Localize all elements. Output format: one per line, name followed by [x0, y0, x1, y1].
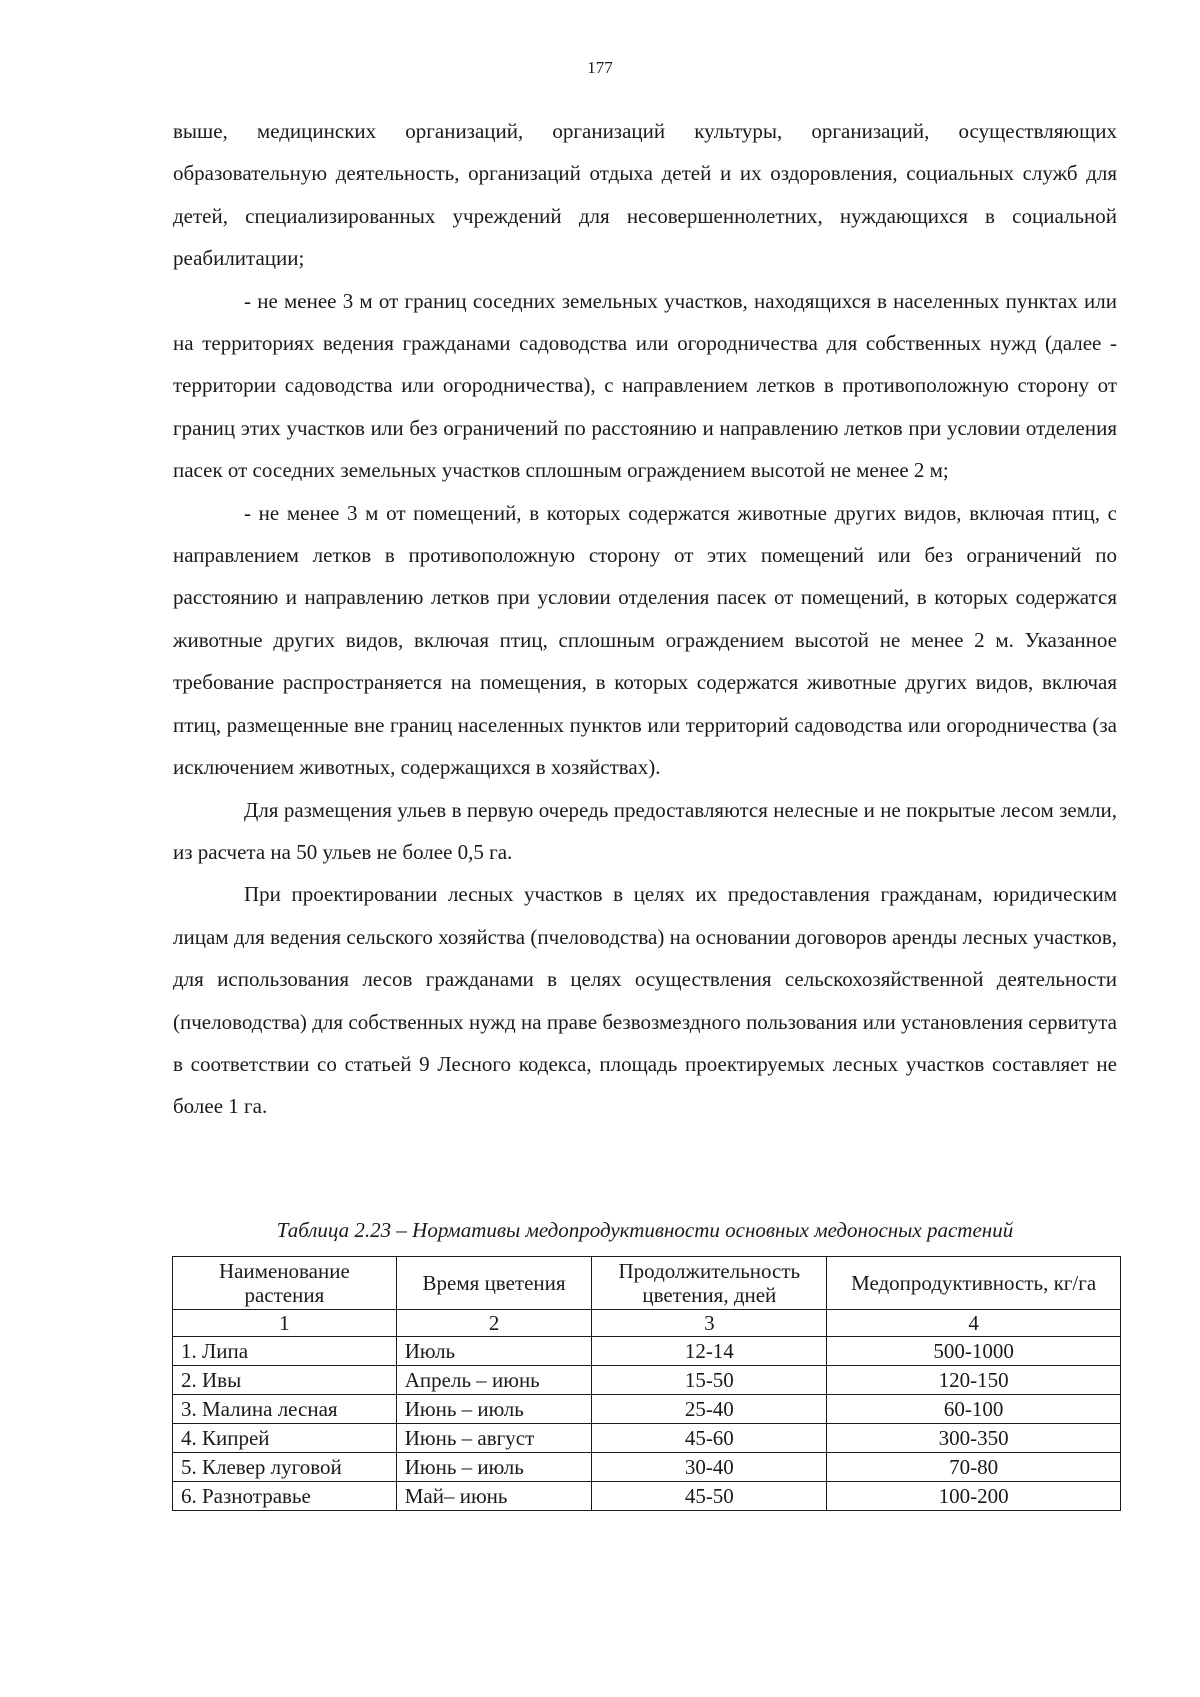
column-header-bloom-time: Время цветения — [396, 1257, 592, 1310]
honey-productivity-cell: 60-100 — [827, 1395, 1121, 1424]
paragraph-1: выше, медицинских организаций, организаций культуры, организаций, осуществляющих образовательную деятельность, организаций отдыха детей и их оздоровления, социальных служб для детей, специализированных учреждений для несовершеннолетних, нуждающихся в социальной реабилитации; — [173, 119, 1117, 271]
table-row — [173, 1482, 1121, 1511]
bloom-duration-cell: 15-50 — [592, 1366, 827, 1395]
plant-name-cell: 1. Липа — [173, 1337, 397, 1366]
plant-name-cell: 6. Разнотравье — [173, 1482, 397, 1511]
paragraph-4: Для размещения ульев в первую очередь предоставляются нелесные и не покрытые лесом земли, из расчета на 50 ульев не более 0,5 га. — [173, 797, 1117, 864]
bloom-time-cell: Июнь – август — [396, 1424, 592, 1453]
column-header-plant: Наименование растения — [173, 1257, 397, 1310]
bloom-time-cell: Июль — [396, 1337, 592, 1366]
honey-productivity-table — [172, 1256, 1121, 1511]
paragraph-3: - не менее 3 м от помещений, в которых содержатся животные других видов, включая птиц, с направлением летков в противоположную сторону от этих помещений или без ограничений по расстоянию и направлению летков при условии отделения пасек от помещений, в которых содержатся животные других видов, включая птиц, сплошным ограждением высотой не менее 2 м. Указанное требование распространяется на помещения, в которых содержатся животные других видов, включая птиц, размещенные вне границ населенных пунктов или территорий садоводства или огородничества (за исключением животных, содержащихся в хозяйствах). — [173, 500, 1117, 780]
table-row — [173, 1424, 1121, 1453]
table-row — [173, 1337, 1121, 1366]
table-row — [173, 1366, 1121, 1395]
bloom-duration-cell: 30-40 — [592, 1453, 827, 1482]
honey-productivity-cell: 70-80 — [827, 1453, 1121, 1482]
column-header-bloom-duration: Продолжительность цветения, дней — [592, 1257, 827, 1310]
column-number: 4 — [827, 1310, 1121, 1337]
bloom-duration-cell: 45-50 — [592, 1482, 827, 1511]
bloom-duration-cell: 45-60 — [592, 1424, 827, 1453]
document-body — [173, 110, 1117, 1128]
column-number: 3 — [592, 1310, 827, 1337]
plant-name-cell: 2. Ивы — [173, 1366, 397, 1395]
column-header-honey-productivity: Медопродуктивность, кг/га — [827, 1257, 1121, 1310]
column-number: 2 — [396, 1310, 592, 1337]
plant-name-cell: 4. Кипрей — [173, 1424, 397, 1453]
table-caption: Таблица 2.23 – Нормативы медопродуктивности основных медоносных растений — [276, 1218, 1014, 1242]
table-row — [173, 1395, 1121, 1424]
paragraph-5: При проектировании лесных участков в целях их предоставления гражданам, юридическим лицам для ведения сельского хозяйства (пчеловодства) на основании договоров аренды лесных участков, для использования лесов гражданами в целях осуществления сельскохозяйственной деятельности (пчеловодства) для собственных нужд на праве безвозмездного пользования или установления сервитута в соответствии со статьей 9 Лесного кодекса, площадь проектируемых лесных участков составляет не более 1 га. — [173, 882, 1117, 1119]
plant-name-cell: 3. Малина лесная — [173, 1395, 397, 1424]
plant-name-cell: 5. Клевер луговой — [173, 1453, 397, 1482]
honey-productivity-cell: 300-350 — [827, 1424, 1121, 1453]
paragraph-2: - не менее 3 м от границ соседних земельных участков, находящихся в населенных пунктах или на территориях ведения гражданами садоводства или огородничества для собственных нужд (далее - территории садоводства или огородничества), с направлением летков в противоположную сторону от границ этих участков или без ограничений по расстоянию и направлению летков при условии отделения пасек от соседних земельных участков сплошным ограждением высотой не менее 2 м; — [173, 288, 1117, 483]
bloom-time-cell: Июнь – июль — [396, 1395, 592, 1424]
bloom-duration-cell: 12-14 — [592, 1337, 827, 1366]
table-row — [173, 1453, 1121, 1482]
honey-productivity-cell: 500-1000 — [827, 1337, 1121, 1366]
table-header-row — [173, 1257, 1121, 1310]
bloom-time-cell: Июнь – июль — [396, 1453, 592, 1482]
column-number: 1 — [173, 1310, 397, 1337]
column-number-row — [173, 1310, 1121, 1337]
bloom-time-cell: Май– июнь — [396, 1482, 592, 1511]
honey-productivity-cell: 100-200 — [827, 1482, 1121, 1511]
page-number: 177 — [587, 58, 613, 77]
bloom-duration-cell: 25-40 — [592, 1395, 827, 1424]
bloom-time-cell: Апрель – июнь — [396, 1366, 592, 1395]
honey-productivity-cell: 120-150 — [827, 1366, 1121, 1395]
